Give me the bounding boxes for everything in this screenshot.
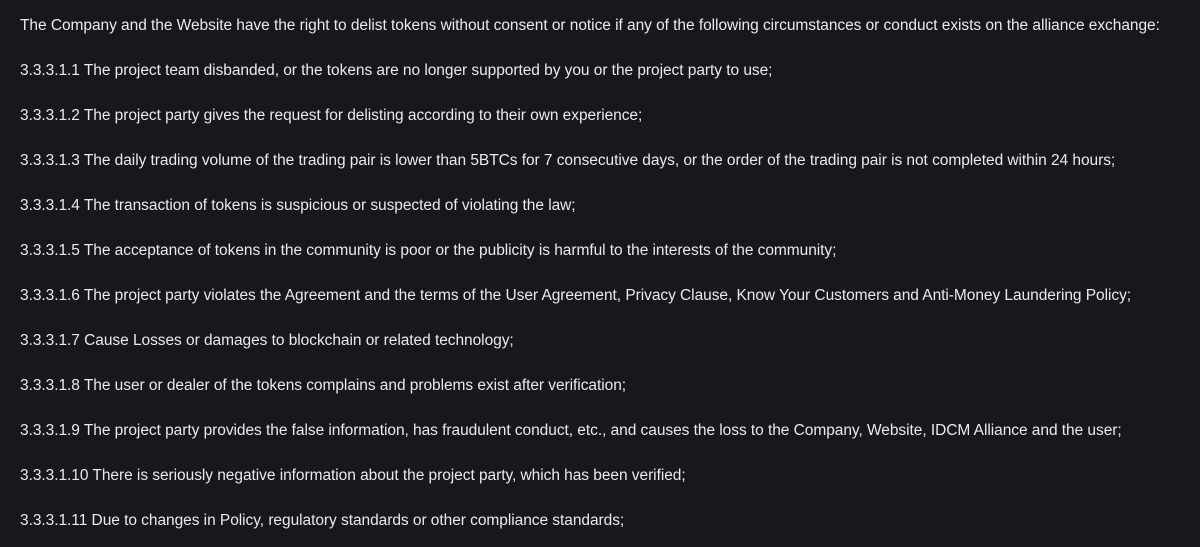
clause-3-3-3-1-11: 3.3.3.1.11 Due to changes in Policy, regulatory standards or other compliance standards; <box>20 512 625 529</box>
clause-3-3-3-1-2: 3.3.3.1.2 The project party gives the request for delisting according to their own experience; <box>20 107 643 124</box>
clause-3-3-3-1-9: 3.3.3.1.9 The project party provides the false information, has fraudulent conduct, etc., and causes the loss to the Company, Website, IDCM Alliance and the user; <box>20 422 1122 439</box>
clause-3-3-3-1-10: 3.3.3.1.10 There is seriously negative information about the project party, which has been verified; <box>20 467 686 484</box>
clause-3-3-3-1-7: 3.3.3.1.7 Cause Losses or damages to blockchain or related technology; <box>20 332 514 349</box>
intro-paragraph: The Company and the Website have the right to delist tokens without consent or notice if any of the following circumstances or conduct exists on the alliance exchange: <box>20 17 1160 34</box>
clause-3-3-3-1-1: 3.3.3.1.1 The project team disbanded, or the tokens are no longer supported by you or the project party to use; <box>20 62 773 79</box>
clause-3-3-3-1-6: 3.3.3.1.6 The project party violates the Agreement and the terms of the User Agreement, Privacy Clause, Know Your Customers and Anti-Money Laundering Policy; <box>20 287 1132 304</box>
clause-3-3-3-1-5: 3.3.3.1.5 The acceptance of tokens in the community is poor or the publicity is harmful to the interests of the community; <box>20 242 837 259</box>
clause-3-3-3-1-8: 3.3.3.1.8 The user or dealer of the tokens complains and problems exist after verification; <box>20 377 627 394</box>
clause-3-3-3-1-3: 3.3.3.1.3 The daily trading volume of the trading pair is lower than 5BTCs for 7 consecutive days, or the order of the trading pair is not completed within 24 hours; <box>20 152 1116 169</box>
clause-3-3-3-1-4: 3.3.3.1.4 The transaction of tokens is suspicious or suspected of violating the law; <box>20 197 576 214</box>
